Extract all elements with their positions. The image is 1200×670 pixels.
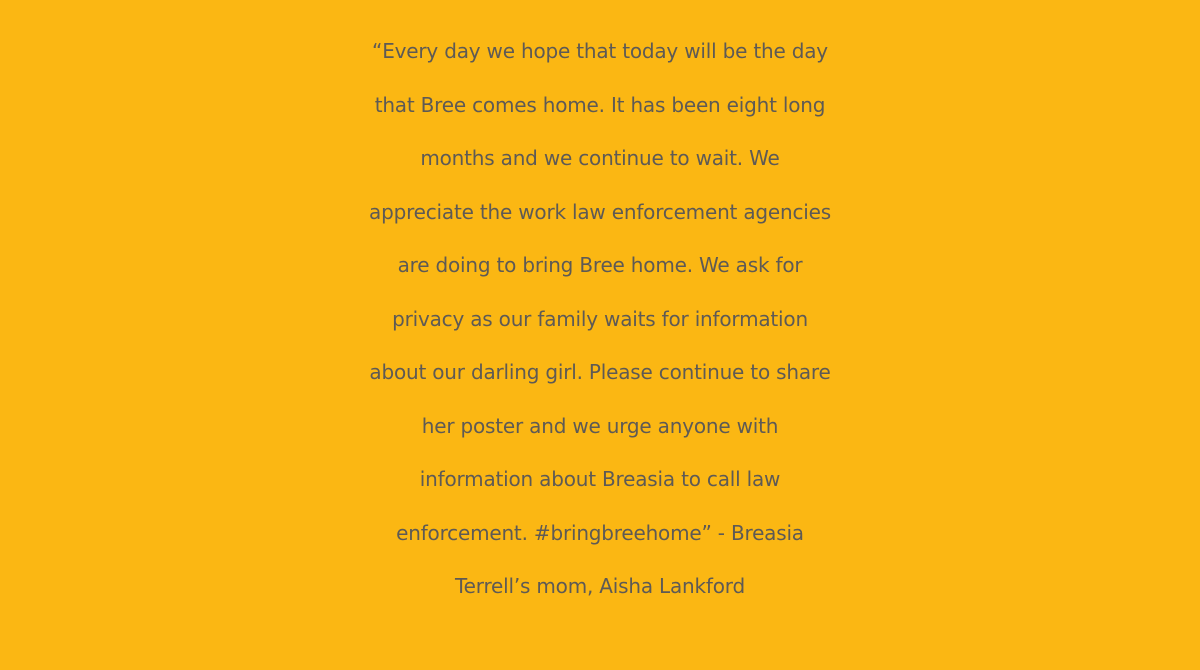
quote-line: are doing to bring Bree home. We ask for: [397, 253, 803, 277]
quote-line: Terrell’s mom, Aisha Lankford: [455, 574, 745, 598]
quote-line: “Every day we hope that today will be the day: [372, 39, 828, 63]
quote-line: appreciate the work law enforcement agencies: [369, 199, 831, 224]
quote-line: about our darling girl. Please continue to share: [369, 360, 831, 384]
quote-line: that Bree comes home. It has been eight long: [374, 92, 826, 117]
quote-line: privacy as our family waits for information: [392, 306, 808, 331]
quote-text: [0, 25, 1200, 614]
quote-line: her poster and we urge anyone with: [421, 413, 779, 438]
quote-line: information about Breasia to call law: [419, 467, 781, 491]
quote-line: enforcement. #bringbreehome” - Breasia: [396, 520, 804, 545]
quote-line: months and we continue to wait. We: [420, 146, 780, 170]
